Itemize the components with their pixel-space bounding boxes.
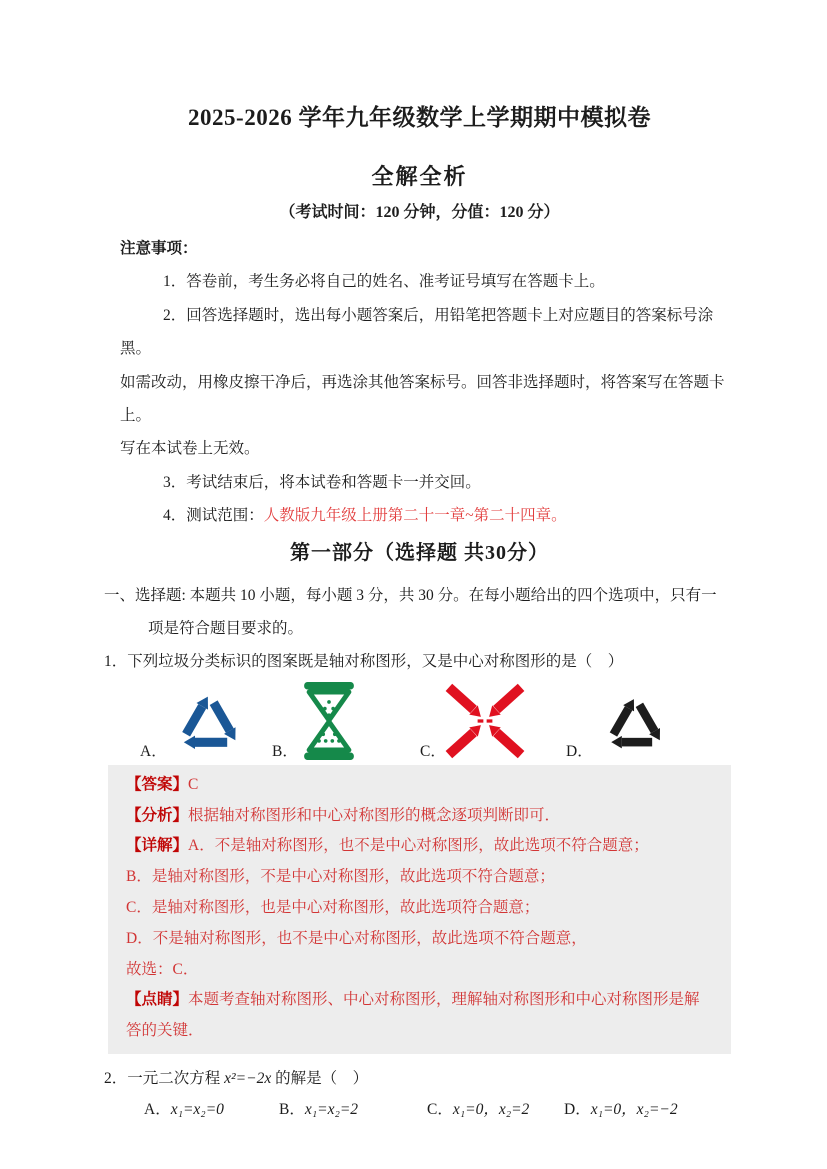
q1-option-d-label: D． <box>566 742 593 760</box>
q2-equation: x²=−2x <box>224 1070 272 1088</box>
q2-suffix: 的解是（ ） <box>271 1070 369 1088</box>
detail-label: 【详解】 <box>126 837 189 855</box>
analysis-text: 根据轴对称图形和中心对称图形的概念逐项判断即可． <box>188 806 561 824</box>
notice-item-2-line-1: 2．回答选择题时，选出每小题答案后，用铅笔把答题卡上对应题目的答案标号涂黑。 <box>120 306 714 358</box>
recycle-triangle-black-icon <box>602 683 668 763</box>
analysis-label: 【分析】 <box>126 806 189 824</box>
q2-option-a-label: A． <box>144 1101 171 1119</box>
tip-label: 【点睛】 <box>126 991 189 1009</box>
q2-option-a <box>144 1095 224 1125</box>
solution-detail-line-2: B．是轴对称图形，不是中心对称图形，故此选项不符合题意； <box>126 868 555 886</box>
q2-option-d <box>564 1095 678 1125</box>
question-1-options-row <box>104 679 735 765</box>
q1-option-c-label: C． <box>420 742 446 760</box>
q2-option-d-label: D． <box>564 1101 591 1119</box>
answer-value: C <box>188 775 199 793</box>
solution-conclusion: 故选：C． <box>126 960 199 978</box>
q2-option-c-math: x₁=0，x₂=2 <box>452 1101 530 1119</box>
q1-solution-block <box>108 765 731 1054</box>
solution-answer-line <box>126 770 713 801</box>
solution-detail-line-1 <box>126 831 713 862</box>
q2-prefix: 2．一元二次方程 <box>104 1070 225 1088</box>
solution-tip-line <box>126 985 713 1047</box>
solution-analysis-line <box>126 801 713 832</box>
q1-option-b-label: B． <box>272 742 298 760</box>
answer-label: 【答案】 <box>126 775 189 793</box>
solution-detail-line-4: D．不是轴对称图形，也不是中心对称图形，故此选项不符合题意， <box>126 929 587 947</box>
notice-item-4 <box>120 499 735 532</box>
notice-item-3: 3．考试结束后，将本试卷和答题卡一并交回。 <box>163 473 481 491</box>
question-2-text <box>104 1062 735 1095</box>
hourglass-compost-green-icon <box>300 677 358 765</box>
q1-option-a-label: A． <box>140 742 167 760</box>
tip-text: 本题考查轴对称图形、中心对称图形，理解轴对称图形和中心对称图形是解答的关键． <box>126 991 700 1040</box>
notice-heading: 注意事项： <box>120 240 198 257</box>
q2-option-b-label: B． <box>279 1101 305 1119</box>
notice-item-2-line-3: 写在本试卷上无效。 <box>120 440 260 458</box>
q2-option-c <box>427 1095 529 1125</box>
q2-option-d-math: x₁=0，x₂=−2 <box>590 1101 678 1119</box>
part1-heading: 第一部分（选择题 共30分） <box>290 541 549 564</box>
notice-item-2-line-2: 如需改动，用橡皮擦干净后，再选涂其他答案标号。回答非选择题时，将答案写在答题卡上。 <box>120 373 725 425</box>
inward-arrows-cross-red-icon <box>444 679 526 763</box>
q2-option-a-math: x₁=x₂=0 <box>170 1101 224 1119</box>
doc-title: 2025-2026 学年九年级数学上学期期中模拟卷 <box>188 105 651 130</box>
part1-instruction-line-1: 一、选择题: 本题共 10 小题，每小题 3 分，共 30 分。在每小题给出的四个选项中，只有一 <box>104 586 717 604</box>
q2-option-c-label: C． <box>427 1101 453 1119</box>
recycle-triangle-blue-icon <box>174 683 244 761</box>
exam-info: （考试时间：120 分钟，分值：120 分） <box>279 204 560 221</box>
notice-item-4-prefix: 4．测试范围： <box>163 507 264 525</box>
q2-option-b <box>279 1095 358 1125</box>
doc-subtitle: 全解全析 <box>371 164 468 189</box>
q2-option-b-math: x₁=x₂=2 <box>304 1101 359 1119</box>
notice-item-1: 1．答卷前，考生务必将自己的姓名、准考证号填写在答题卡上。 <box>163 273 605 291</box>
question-2-options-row <box>104 1095 735 1127</box>
notice-item-4-scope: 人教版九年级上册第二十一章~第二十四章。 <box>263 507 567 525</box>
solution-detail-line-3: C．是轴对称图形，也是中心对称图形，故此选项符合题意； <box>126 899 540 917</box>
detail-text-1: A．不是轴对称图形，也不是中心对称图形，故此选项不符合题意； <box>188 837 649 855</box>
question-1-text: 1．下列垃圾分类标识的图案既是轴对称图形，又是中心对称图形的是（ ） <box>104 653 624 671</box>
part1-instruction-line-2: 项是符合题目要求的。 <box>148 620 304 638</box>
